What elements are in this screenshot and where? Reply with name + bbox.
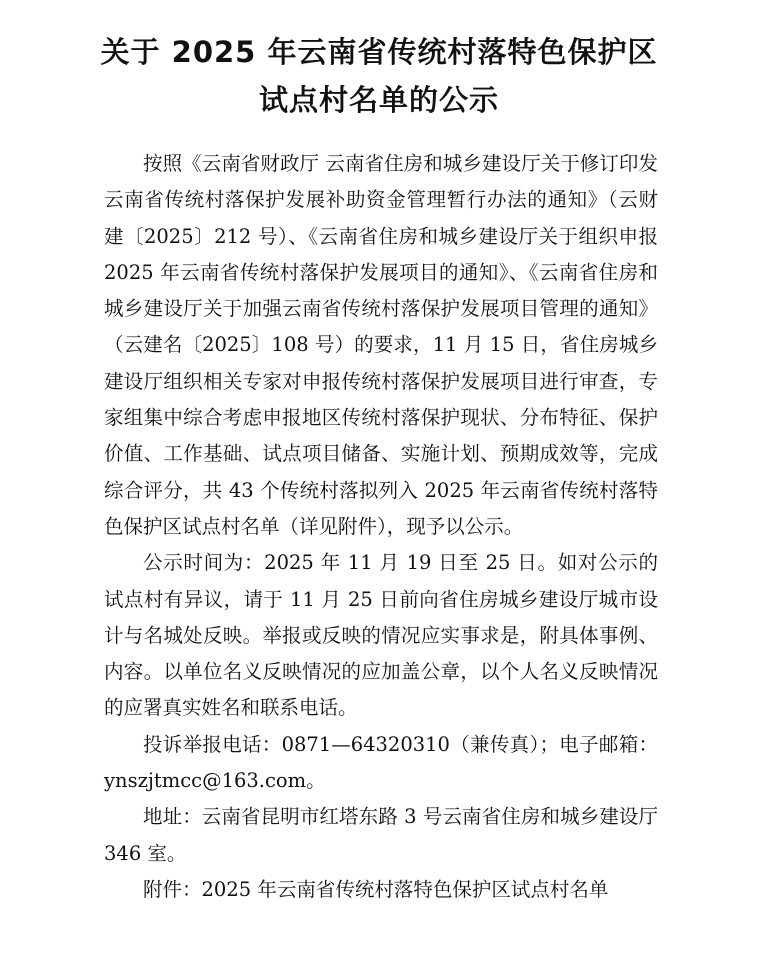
- document-title-line-2: 试点村名单的公示: [258, 83, 499, 117]
- document-title-line-1: 关于 2025 年云南省传统村落特色保护区: [100, 35, 658, 69]
- document-body: [104, 146, 658, 908]
- paragraph-basis: 按照《云南省财政厅 云南省住房和城乡建设厅关于修订印发云南省传统村落保护发展补助资金管理暂行办法的通知》（云财建〔2025〕212 号）、《云南省住房和城乡建设厅关于组织申报 2025 年云南省传统村落保护发展项目的通知》、《云南省住房和城乡建设厅关于加强云南省传统村落保护发展项目管理的通知》（云建名〔2025〕108 号）的要求，11 月 15 日，省住房城乡建设厅组织相关专家对申报传统村落保护发展项目进行审查，专家组集中综合考虑申报地区传统村落保护现状、分布特征、保护价值、工作基础、试点项目储备、实施计划、预期成效等，完成综合评分，共 43 个传统村落拟列入 2025 年云南省传统村落特色保护区试点村名单（详见附件），现予以公示。: [104, 152, 658, 538]
- paragraph-contact-phone-email: 投诉举报电话：0871—64320310（兼传真）；电子邮箱：ynszjtmcc@163.com。: [104, 732, 658, 793]
- paragraph-publicity-period: 公示时间为：2025 年 11 月 19 日至 25 日。如对公示的试点村有异议，请于 11 月 25 日前向省住房城乡建设厅城市设计与名城处反映。举报或反映的情况应实事求是，附具体事例、内容。以单位名义反映情况的应加盖公章，以个人名义反映情况的应署真实姓名和联系电话。: [104, 551, 658, 720]
- paragraph-address: 地址：云南省昆明市红塔东路 3 号云南省住房和城乡建设厅 346 室。: [104, 805, 658, 865]
- paragraph-attachment: 附件：2025 年云南省传统村落特色保护区试点村名单: [143, 877, 609, 901]
